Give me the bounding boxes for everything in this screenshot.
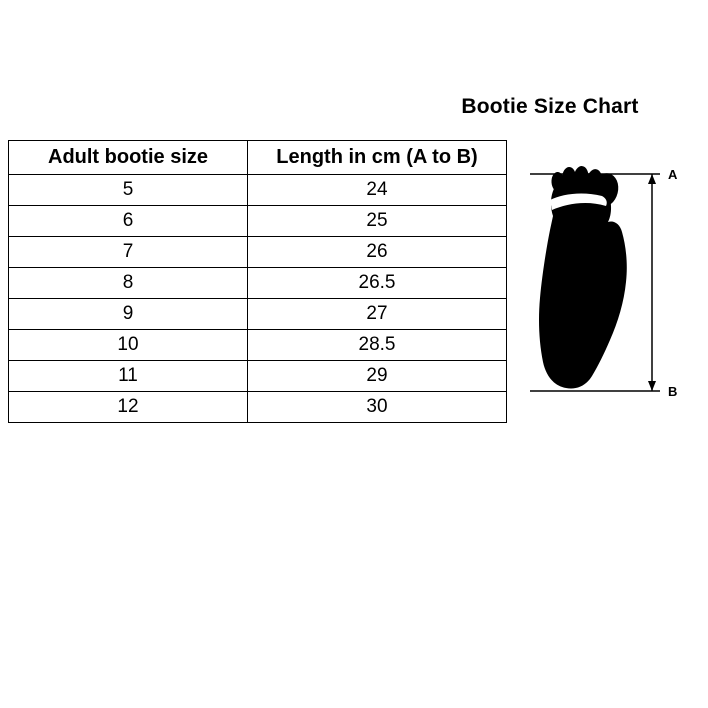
table-row (9, 361, 507, 392)
foot-silhouette-icon (539, 165, 627, 388)
cell-size: 9 (9, 299, 248, 330)
cell-size: 10 (9, 330, 248, 361)
table-row (9, 268, 507, 299)
cell-length: 24 (248, 175, 507, 206)
cell-size: 11 (9, 361, 248, 392)
dimension-label-b: B (668, 384, 678, 399)
cell-length: 26.5 (248, 268, 507, 299)
table-row (9, 392, 507, 423)
arrow-down-icon (648, 381, 656, 391)
size-chart-table (8, 140, 507, 423)
cell-length: 28.5 (248, 330, 507, 361)
cell-size: 5 (9, 175, 248, 206)
cell-length: 26 (248, 237, 507, 268)
cell-size: 12 (9, 392, 248, 423)
cell-length: 30 (248, 392, 507, 423)
cell-size: 8 (9, 268, 248, 299)
cell-size: 6 (9, 206, 248, 237)
table-header-row (9, 141, 507, 175)
arrow-up-icon (648, 174, 656, 184)
cell-length: 27 (248, 299, 507, 330)
table-row (9, 299, 507, 330)
column-header-length: Length in cm (A to B) (248, 141, 507, 175)
dimension-label-a: A (668, 167, 678, 182)
table-row (9, 330, 507, 361)
table-row (9, 237, 507, 268)
cell-length: 29 (248, 361, 507, 392)
foot-measurement-diagram (510, 160, 700, 405)
page-title: Bootie Size Chart (461, 95, 639, 118)
table-row (9, 175, 507, 206)
table-row (9, 206, 507, 237)
column-header-size: Adult bootie size (9, 141, 248, 175)
cell-length: 25 (248, 206, 507, 237)
cell-size: 7 (9, 237, 248, 268)
table-body (9, 175, 507, 423)
